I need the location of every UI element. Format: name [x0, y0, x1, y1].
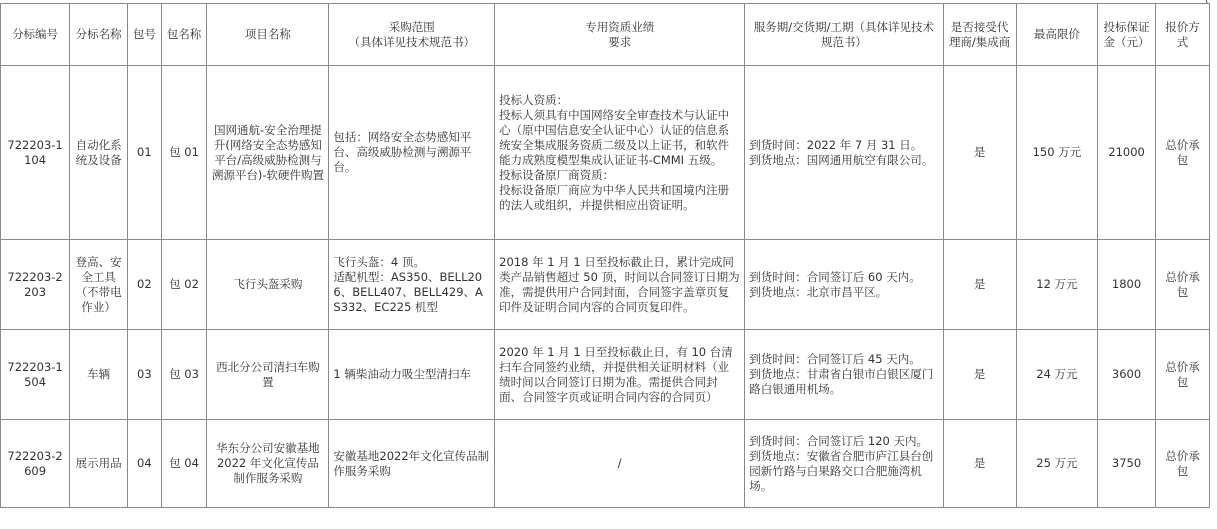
cell-service: 到货时间：2022 年 7 月 31 日。 到货地点：国网通用航空有限公司。 — [745, 66, 943, 240]
cell-agent: 是 — [943, 330, 1016, 420]
cell-lot-no: 722203-2203 — [1, 240, 70, 330]
cell-agent: 是 — [943, 240, 1016, 330]
cell-agent: 是 — [943, 420, 1016, 508]
cell-quote: 总价承包 — [1156, 66, 1210, 240]
cell-scope: 飞行头盔：4 顶。 适配机型：AS350、BELL206、BELL407、BELL429、AS332、EC225 机型 — [329, 240, 495, 330]
cell-lot-name: 自动化系统及设备 — [70, 66, 128, 240]
cell-lot-name: 登高、安全工具（不带电作业） — [70, 240, 128, 330]
header-scope: 采购范围 （具体详见技术规范书） — [329, 4, 495, 66]
table-row — [1, 66, 1210, 240]
cell-pkg-name: 包 02 — [161, 240, 207, 330]
cell-service: 到货时间：合同签订后 120 天内。 到货地点：安徽省合肥市庐江县台创园新竹路与白果路交口合肥施湾机场。 — [745, 420, 943, 508]
cell-max-price: 150 万元 — [1016, 66, 1097, 240]
cell-qualification: 投标人资质： 投标人须具有中国网络安全审查技术与认证中心（原中国信息安全认证中心）认证的信息系统安全集成服务资质二级及以上证书，和软件能力成熟度模型集成认证证书-CMMI 五级。 投标设备原厂商资质： 投标设备原厂商应为中华人民共和国境内注册的法人或组织，并提供相应出资证明。 — [495, 66, 745, 240]
cell-max-price: 12 万元 — [1016, 240, 1097, 330]
table-header-row — [1, 4, 1210, 66]
cell-pkg-name: 包 04 — [161, 420, 207, 508]
cell-scope: 包括：网络安全态势感知平台、高级威胁检测与溯源平台。 — [329, 66, 495, 240]
cell-project: 西北分公司清扫车购置 — [207, 330, 329, 420]
cell-qualification: 2018 年 1 月 1 日至投标截止日，累计完成同类产品销售超过 50 顶，时间以合同签订日期为准，需提供用户合同封面，合同签字盖章页复印件及证明合同内容的合同页复印件。 — [495, 240, 745, 330]
header-project: 项目名称 — [207, 4, 329, 66]
table-row — [1, 330, 1210, 420]
cell-quote: 总价承包 — [1156, 240, 1210, 330]
header-lot-name: 分标名称 — [70, 4, 128, 66]
cell-pkg-no: 03 — [128, 330, 162, 420]
cell-scope: 安徽基地2022年文化宣传品制作服务采购 — [329, 420, 495, 508]
header-pkg-name: 包名称 — [161, 4, 207, 66]
cell-pkg-name: 包 03 — [161, 330, 207, 420]
procurement-table — [0, 3, 1210, 508]
table-row — [1, 240, 1210, 330]
header-service: 服务期/交货期/工期（具体详见技术规范书） — [745, 4, 943, 66]
cell-max-price: 24 万元 — [1016, 330, 1097, 420]
cell-lot-name: 展示用品 — [70, 420, 128, 508]
cell-quote: 总价承包 — [1156, 420, 1210, 508]
cell-deposit: 3750 — [1098, 420, 1156, 508]
header-pkg-no: 包号 — [128, 4, 162, 66]
cell-scope: 1 辆柴油动力吸尘型清扫车 — [329, 330, 495, 420]
cell-max-price: 25 万元 — [1016, 420, 1097, 508]
cell-project: 飞行头盔采购 — [207, 240, 329, 330]
cell-qualification: / — [495, 420, 745, 508]
cell-pkg-no: 01 — [128, 66, 162, 240]
cell-deposit: 1800 — [1098, 240, 1156, 330]
cell-pkg-name: 包 01 — [161, 66, 207, 240]
header-max-price: 最高限价 — [1016, 4, 1097, 66]
cell-lot-no: 722203-1504 — [1, 330, 70, 420]
header-agent: 是否接受代理商/集成商 — [943, 4, 1016, 66]
cell-quote: 总价承包 — [1156, 330, 1210, 420]
cell-qualification: 2020 年 1 月 1 日至投标截止日，有 10 台清扫车合同签约业绩，并提供相关证明材料（业绩时间以合同签订日期为准。需提供合同封面、合同签字页或证明合同内容的合同页） — [495, 330, 745, 420]
cell-pkg-no: 02 — [128, 240, 162, 330]
header-lot-no: 分标编号 — [1, 4, 70, 66]
cell-deposit: 3600 — [1098, 330, 1156, 420]
table-row — [1, 420, 1210, 508]
header-qualification: 专用资质业绩 要求 — [495, 4, 745, 66]
cell-service: 到货时间：合同签订后 45 天内。 到货地点：甘肃省白银市白银区厦门路白银通用机场。 — [745, 330, 943, 420]
cell-lot-no: 722203-1104 — [1, 66, 70, 240]
cell-lot-no: 722203-2609 — [1, 420, 70, 508]
cell-pkg-no: 04 — [128, 420, 162, 508]
cell-deposit: 21000 — [1098, 66, 1156, 240]
cell-project: 国网通航-安全治理提升(网络安全态势感知平台/高级威胁检测与溯源平台)-软硬件购置 — [207, 66, 329, 240]
header-quote: 报价方式 — [1156, 4, 1210, 66]
cell-service: 到货时间：合同签订后 60 天内。 到货地点：北京市昌平区。 — [745, 240, 943, 330]
cell-lot-name: 车辆 — [70, 330, 128, 420]
cell-project: 华东分公司安徽基地 2022 年文化宣传品制作服务采购 — [207, 420, 329, 508]
cell-agent: 是 — [943, 66, 1016, 240]
header-deposit: 投标保证金（元） — [1098, 4, 1156, 66]
